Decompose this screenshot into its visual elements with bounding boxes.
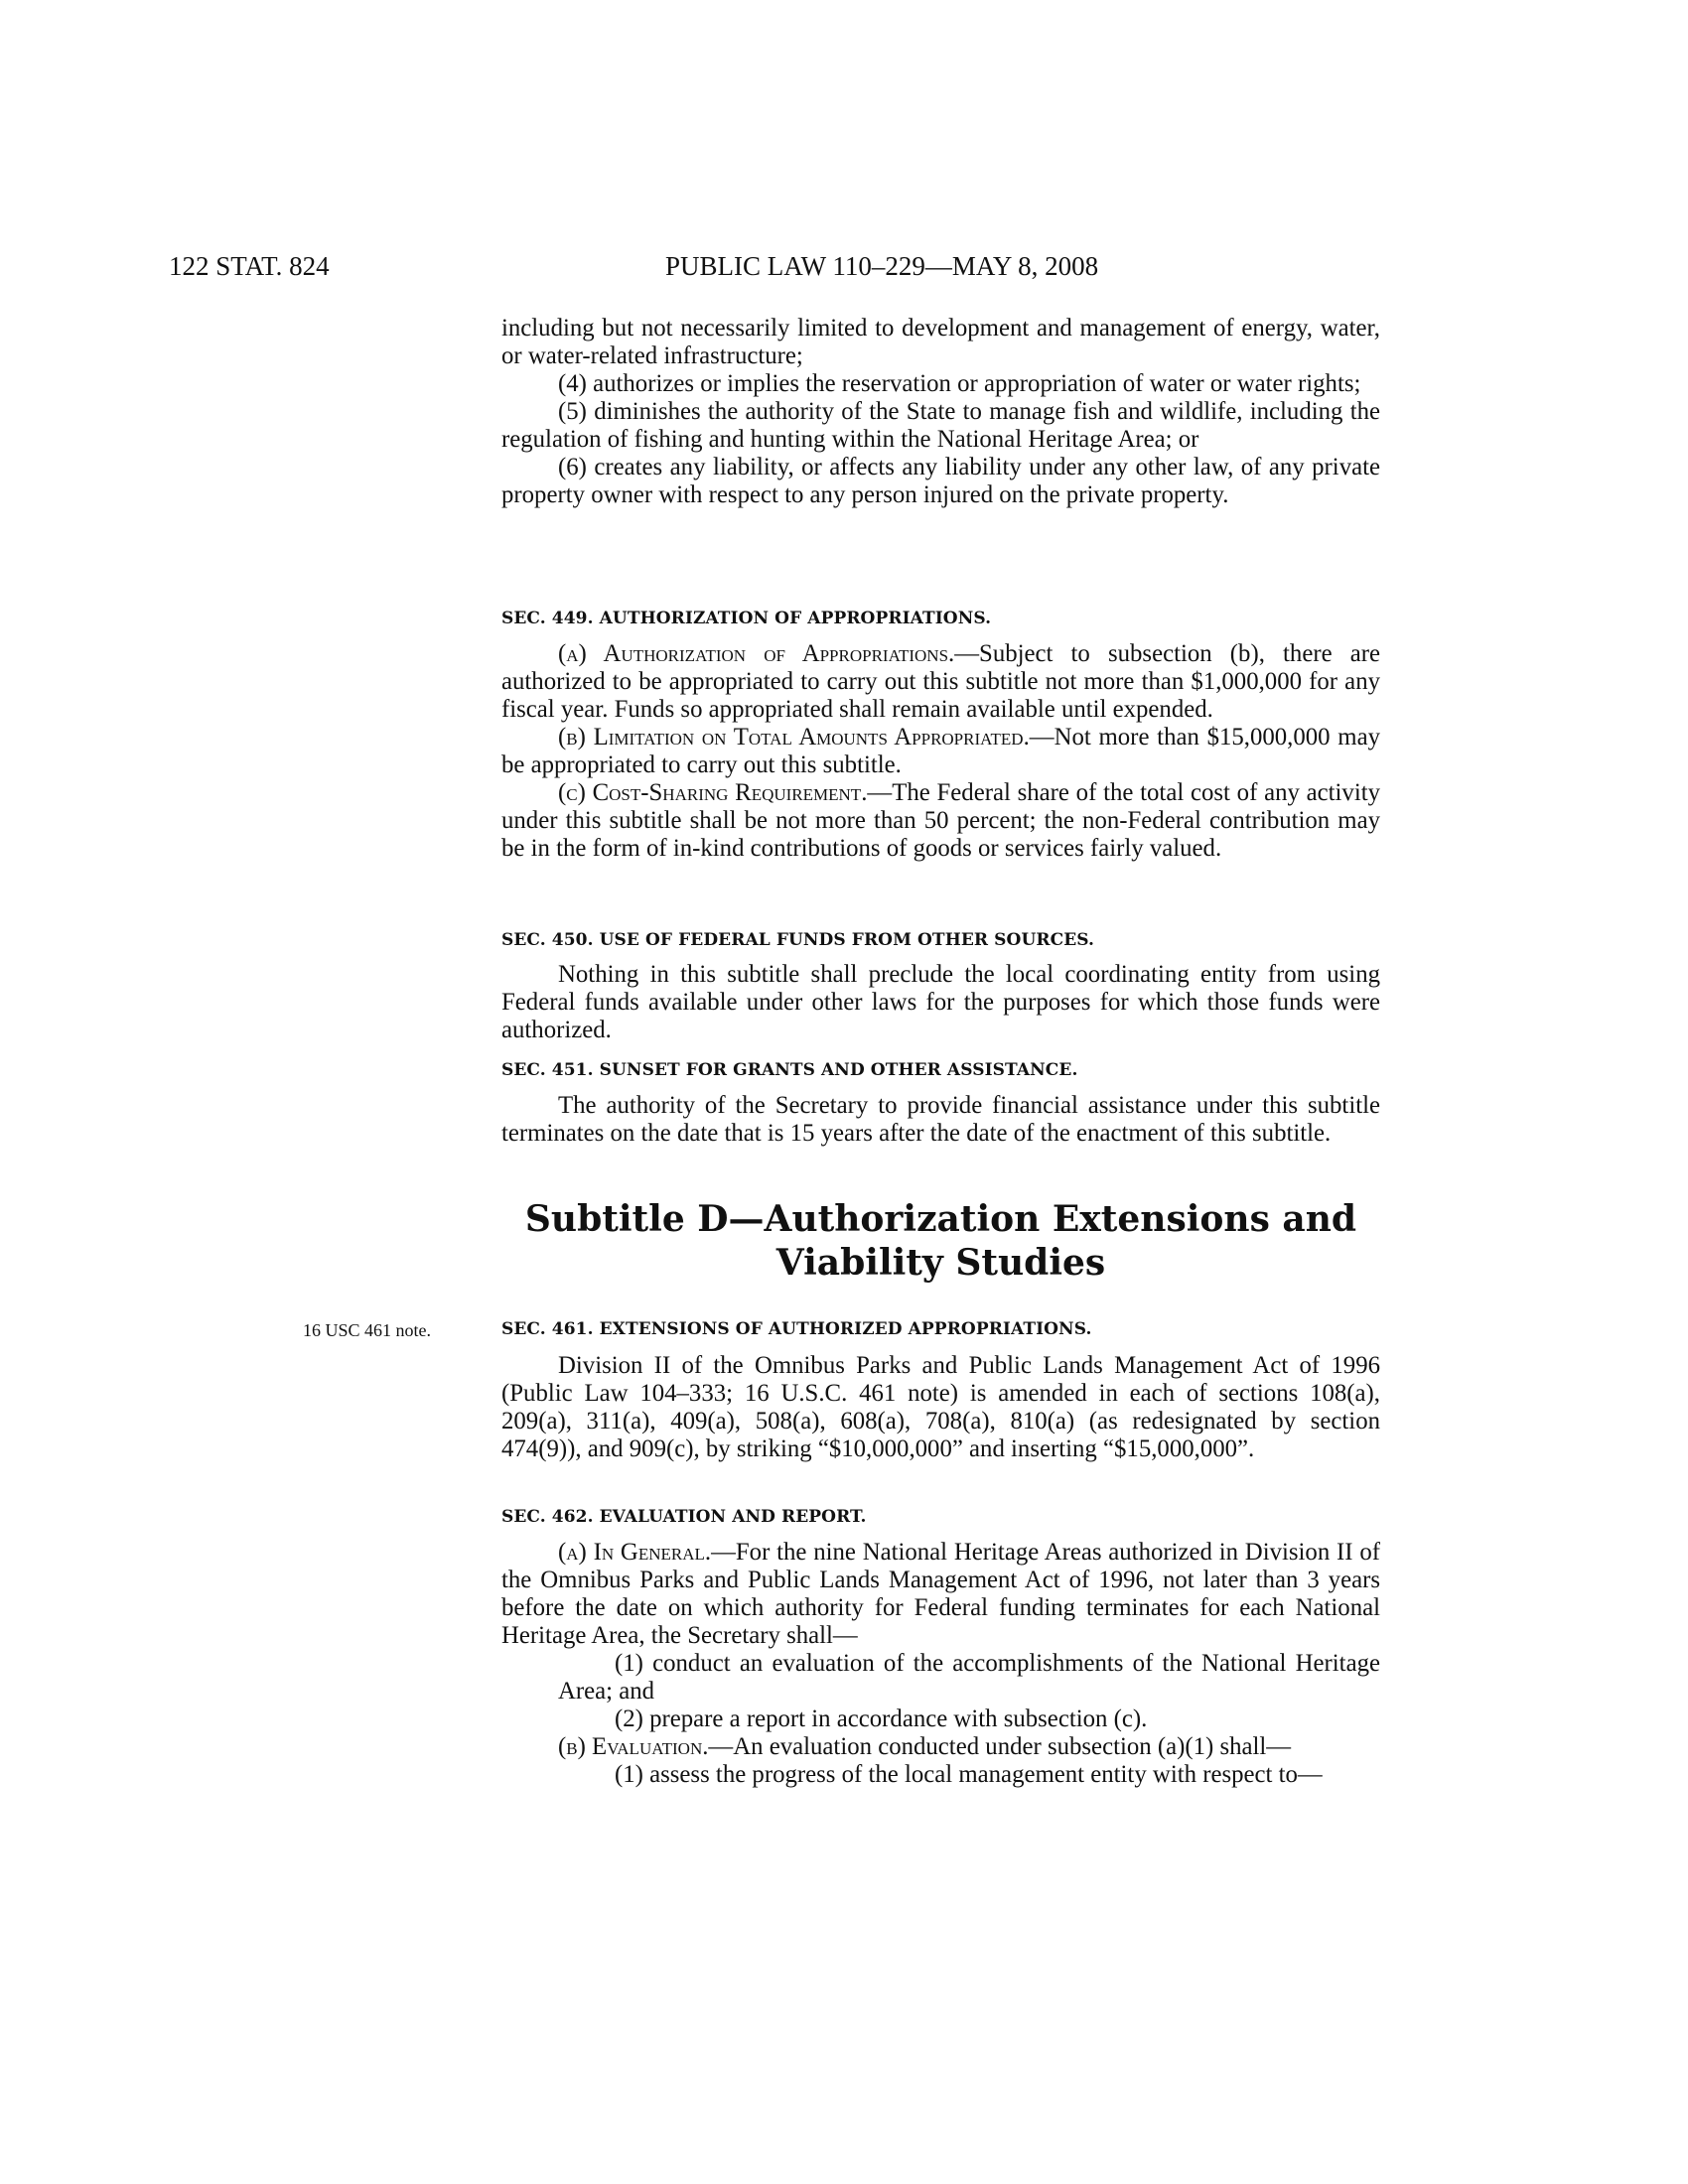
subsection-a-label: (a) Authorization of Appropriations.	[558, 640, 955, 667]
subsection-c-text: —The Federal share of the total cost of any activity under this subtitle shall be not more than 50 percent; the non-Federal contribution may be in the form of in-kind contributions of goods or services fairly valued.	[501, 779, 1380, 862]
margin-note: 16 USC 461 note.	[303, 1320, 432, 1340]
subsection-b-text: —An evaluation conducted under subsection (a)(1) shall—	[708, 1733, 1292, 1760]
sec-462-heading: SEC. 462. EVALUATION AND REPORT.	[501, 1507, 867, 1527]
subtitle-line-1: Subtitle D—Authorization Extensions and	[524, 1198, 1357, 1240]
public-law-header: PUBLIC LAW 110–229—MAY 8, 2008	[665, 251, 1099, 281]
sec-462-b1: (1) assess the progress of the local management entity with respect to—	[615, 1761, 1323, 1788]
sec-462-subsection-b	[501, 1733, 1380, 1761]
sec-461-heading: SEC. 461. EXTENSIONS OF AUTHORIZED APPROPRIATIONS.	[501, 1319, 1092, 1339]
subsection-b-label: (b) Limitation on Total Amounts Appropriated.	[558, 724, 1030, 751]
sec-450-heading: SEC. 450. USE OF FEDERAL FUNDS FROM OTHER SOURCES.	[501, 930, 1095, 950]
sec-449-body	[501, 640, 1380, 863]
subsection-b-text: —Not more than $15,000,000 may be appropriated to carry out this subtitle.	[501, 724, 1380, 778]
statute-page-number: 122 STAT. 824	[169, 251, 330, 281]
sec-449-subsection-b	[501, 724, 1380, 779]
sec-451-text: The authority of the Secretary to provide financial assistance under this subtitle terminates on the date that is 15 years after the date of the enactment of this subtitle.	[501, 1092, 1380, 1147]
sec-462-a2: (2) prepare a report in accordance with subsection (c).	[615, 1706, 1148, 1732]
sec-451-body	[501, 1092, 1380, 1148]
sec-449-heading: SEC. 449. AUTHORIZATION OF APPROPRIATIONS.	[501, 609, 992, 628]
subtitle-line-2: Viability Studies	[775, 1242, 1106, 1284]
sec-451-heading: SEC. 451. SUNSET FOR GRANTS AND OTHER ASSISTANCE.	[501, 1060, 1078, 1080]
continuation-block	[501, 315, 1380, 509]
sec-450-body	[501, 961, 1380, 1044]
subsection-a-text: —Subject to subsection (b), there are authorized to be appropriated to carry out this subtitle not more than $1,000,000 for any fiscal year. Funds so appropriated shall remain available until expended.	[501, 640, 1380, 723]
sec-450-text: Nothing in this subtitle shall preclude the local coordinating entity from using Federal funds available under other laws for the purposes for which those funds were authorized.	[501, 961, 1380, 1043]
sec-449-subsection-a	[501, 640, 1380, 724]
sec-461-body	[501, 1352, 1380, 1463]
paragraph-continuation: including but not necessarily limited to development and management of energy, water, or water-related infrastructure;	[501, 315, 1380, 369]
sec-462-subsection-a	[501, 1539, 1380, 1650]
subtitle-heading	[501, 1197, 1380, 1285]
sec-462-body	[501, 1539, 1380, 1789]
paragraph-4: (4) authorizes or implies the reservation or appropriation of water or water rights;	[558, 370, 1361, 397]
paragraph-6: (6) creates any liability, or affects any liability under any other law, of any private property owner with respect to any person injured on the private property.	[501, 454, 1380, 508]
paragraph-5: (5) diminishes the authority of the State to manage fish and wildlife, including the regulation of fishing and hunting within the National Heritage Area; or	[501, 398, 1380, 453]
subsection-b-label: (b) Evaluation.	[558, 1733, 709, 1760]
sec-462-a1: (1) conduct an evaluation of the accomplishments of the National Heritage Area; and	[558, 1650, 1380, 1705]
subsection-a-text: —For the nine National Heritage Areas authorized in Division II of the Omnibus Parks and Public Lands Management Act of 1996, not later than 3 years before the date on which authority for Federal funding terminates for each National Heritage Area, the Secretary shall—	[501, 1539, 1380, 1649]
subsection-c-label: (c) Cost-Sharing Requirement.	[558, 779, 868, 806]
sec-449-subsection-c	[501, 779, 1380, 863]
subsection-a-label: (a) In General.	[558, 1539, 712, 1566]
sec-461-text: Division II of the Omnibus Parks and Public Lands Management Act of 1996 (Public Law 104–333; 16 U.S.C. 461 note) is amended in each of sections 108(a), 209(a), 311(a), 409(a), 508(a), 608(a), 708(a), 810(a) (as redesignated by section 474(9)), and 909(c), by striking “$10,000,000” and inserting “$15,000,000”.	[501, 1352, 1380, 1462]
